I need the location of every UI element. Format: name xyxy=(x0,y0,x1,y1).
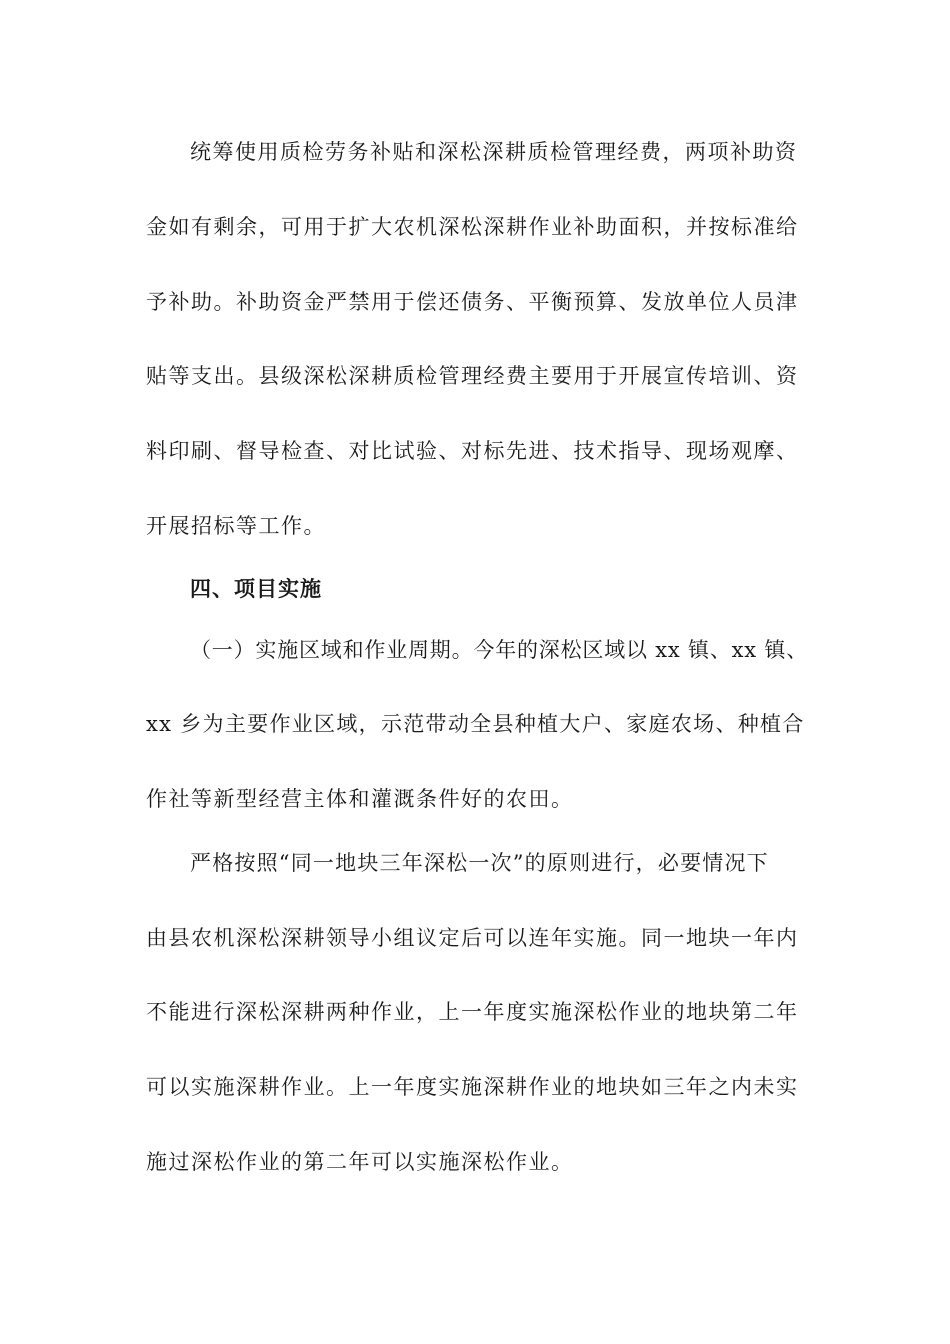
paragraph-3-line-4: 可以实施深耕作业。上一年度实施深耕作业的地块如三年之内未实 xyxy=(146,1075,799,1099)
paragraph-2-line-1: （一）实施区域和作业周期。今年的深松区域以 xx 镇、xx 镇、 xyxy=(190,638,808,662)
paragraph-2-line-2: xx 乡为主要作业区域，示范带动全县种植大户、家庭农场、种植合 xyxy=(146,712,805,736)
paragraph-2-line-3: 作社等新型经营主体和灌溉条件好的农田。 xyxy=(146,787,574,811)
paragraph-3-line-2: 由县农机深松深耕领导小组议定后可以连年实施。同一地块一年内 xyxy=(146,926,799,950)
paragraph-1-line-3: 予补助。补助资金严禁用于偿还债务、平衡预算、发放单位人员津 xyxy=(146,290,799,314)
paragraph-3-line-1: 严格按照“同一地块三年深松一次”的原则进行，必要情况下 xyxy=(190,851,769,875)
paragraph-1-line-5: 料印刷、督导检查、对比试验、对标先进、技术指导、现场观摩、 xyxy=(146,439,799,463)
paragraph-3-line-3: 不能进行深松深耕两种作业，上一年度实施深松作业的地块第二年 xyxy=(146,1000,799,1024)
paragraph-1-line-4: 贴等支出。县级深松深耕质检管理经费主要用于开展宣传培训、资 xyxy=(146,364,799,388)
paragraph-1-line-6: 开展招标等工作。 xyxy=(146,514,326,538)
paragraph-1-line-2: 金如有剩余，可用于扩大农机深松深耕作业补助面积，并按标准给 xyxy=(146,215,799,239)
paragraph-3-line-5: 施过深松作业的第二年可以实施深松作业。 xyxy=(146,1150,574,1174)
paragraph-1-line-1: 统筹使用质检劳务补贴和深松深耕质检管理经费，两项补助资 xyxy=(190,140,798,164)
section-heading: 四、项目实施 xyxy=(190,577,322,601)
